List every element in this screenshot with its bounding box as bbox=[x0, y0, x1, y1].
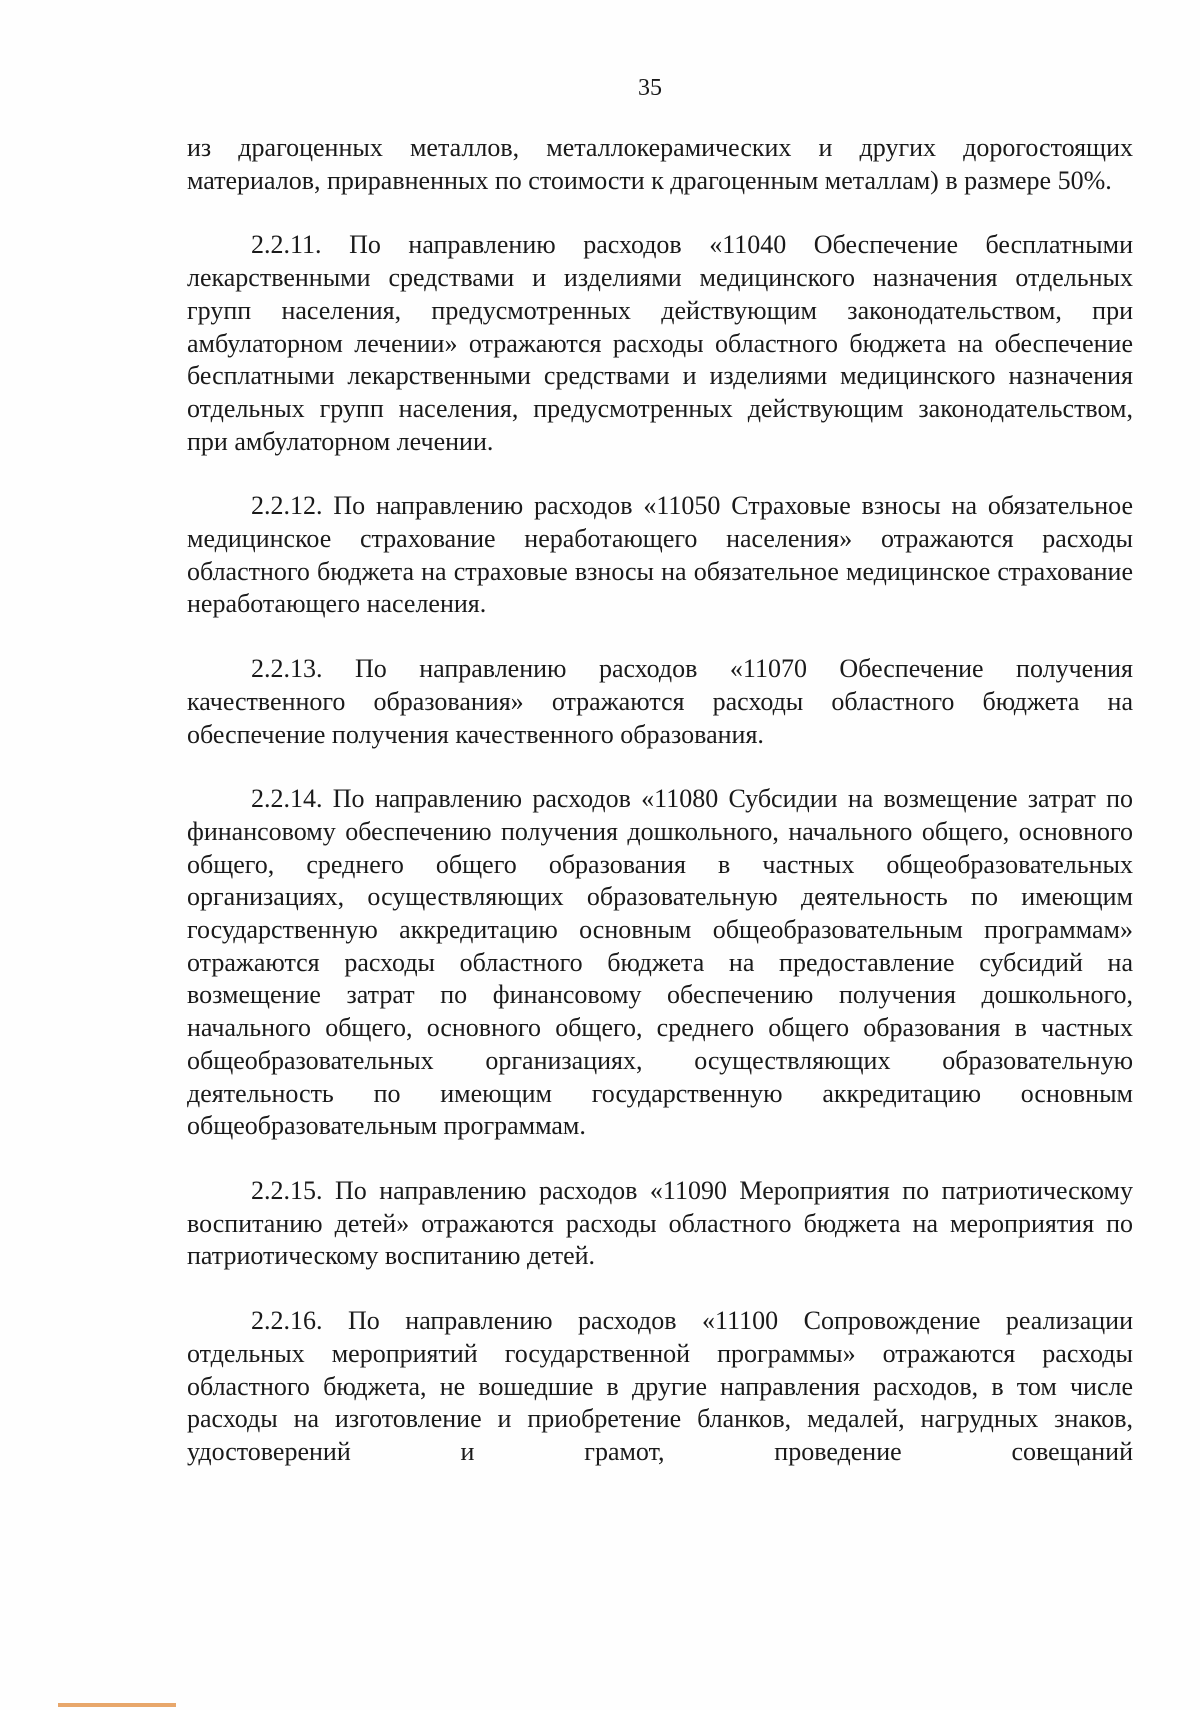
section-number: 2.2.11. bbox=[251, 230, 322, 260]
section-number: 2.2.16. bbox=[251, 1306, 323, 1336]
section-number: 2.2.15. bbox=[251, 1175, 323, 1205]
section-2-2-16 bbox=[187, 1305, 1133, 1469]
section-2-2-13 bbox=[187, 653, 1133, 751]
section-2-2-14 bbox=[187, 783, 1133, 1143]
scan-edge-mark bbox=[58, 1703, 176, 1707]
section-2-2-11 bbox=[187, 229, 1133, 458]
document-body bbox=[187, 132, 1133, 1469]
section-text: По направлению расходов «11050 Страховые взносы на обязательное медицинское страхование неработающего населения» отражаются расходы областного бюджета на страховые взносы на обязательное медицинское страхование неработающего населения. bbox=[187, 491, 1134, 619]
section-text: По направлению расходов «11070 Обеспечение получения качественного образования» отражаются расходы областного бюджета на обеспечение получения качественного образования. bbox=[187, 654, 1133, 749]
section-number: 2.2.14. bbox=[251, 784, 323, 814]
page-number: 35 bbox=[638, 75, 662, 101]
section-text: По направлению расходов «11080 Субсидии на возмещение затрат по финансовому обеспечению получения дошкольного, начального общего, основного общего, среднего общего образования в частных общеобразовательных организациях, осуществляющих образовательную деятельность по имеющим государственную аккредитацию основным общеобразовательным программам» отражаются расходы областного бюджета на предоставление субсидий на возмещение затрат по финансовому обеспечению получения дошкольного, начального общего, основного общего, среднего общего образования в частных общеобразовательных организациях, осуществляющих образовательную деятельность по имеющим государственную аккредитацию основным общеобразовательным программам. bbox=[187, 784, 1133, 1141]
paragraph-continuation: из драгоценных металлов, металлокерамических и других дорогостоящих материалов, приравненных по стоимости к драгоценным металлам) в размере 50%. bbox=[187, 133, 1133, 195]
section-text: По направлению расходов «11040 Обеспечение бесплатными лекарственными средствами и изделиями медицинского назначения отдельных групп населения, предусмотренных действующим законодательством, при амбулаторном лечении» отражаются расходы областного бюджета на обеспечение бесплатными лекарственными средствами и изделиями медицинского назначения отдельных групп населения, предусмотренных действующим законодательством, при амбулаторном лечении. bbox=[187, 230, 1134, 456]
section-text: По направлению расходов «11090 Мероприятия по патриотическому воспитанию детей» отражаются расходы областного бюджета на мероприятия по патриотическому воспитанию детей. bbox=[187, 1175, 1133, 1271]
section-2-2-12 bbox=[187, 490, 1133, 621]
section-text: По направлению расходов «11100 Сопровождение реализации отдельных мероприятий государственной программы» отражаются расходы областного бюджета, не вошедшие в другие направления расходов, в том числе расходы на изготовление и приобретение бланков, медалей, нагрудных знаков, удостоверений и грамот, проведение совещаний bbox=[187, 1306, 1133, 1466]
section-number: 2.2.13. bbox=[251, 654, 323, 684]
section-2-2-15 bbox=[187, 1175, 1133, 1273]
section-number: 2.2.12. bbox=[251, 491, 323, 521]
